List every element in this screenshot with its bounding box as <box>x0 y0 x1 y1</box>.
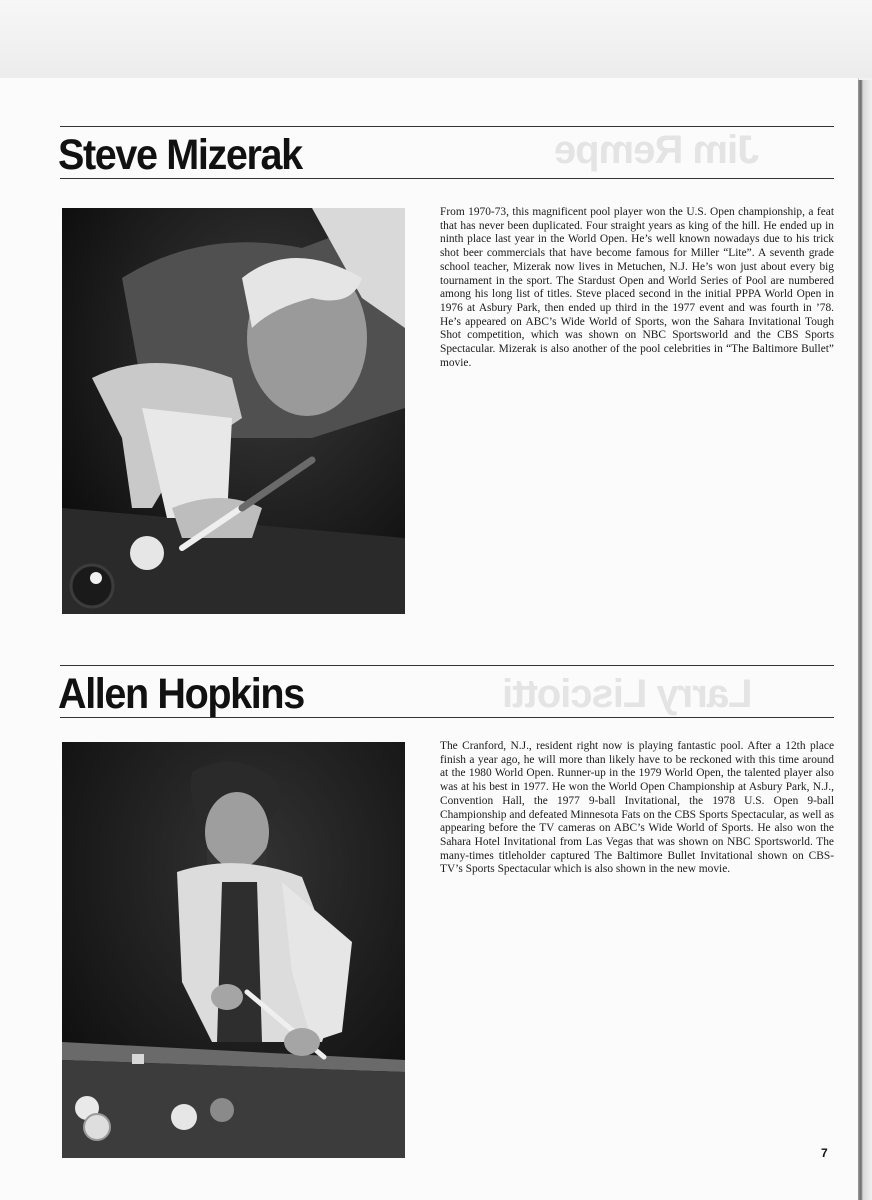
section-rule-top <box>60 126 834 127</box>
profile-bio: From 1970-73, this magnificent pool player won the U.S. Open championship, a feat that has never been duplicated. Four straight years as king of the hill. He ended up in ninth place last year in the World Open. He’s well known nowadays due to his trick shot beer commercials that have become famous for Miller “Lite”. A seventh grade school teacher, Mizerak now lives in Metuchen, N.J. He’s won just about every big tournament in the sport. The Stardust Open and World Series of Pool are numbered among his long list of titles. Steve placed second in the initial PPPA World Open in 1976 at Asbury Park, then ended up third in the 1977 event and was fourth in ’78. He’s appeared on ABC’s Wide World of Sports, won the Sahara Invitational Tough Shot competition, which was shown on NBC Sportsworld and the CBS Sports Spectacular. Mizerak is also another of the pool celebrities in “The Baltimore Bullet” movie. <box>440 206 834 369</box>
section-rule-bottom <box>60 717 834 718</box>
player-shooting-photo <box>62 208 405 614</box>
bleed-through-heading: Jim Rempe <box>555 128 760 172</box>
page-edge-shadow <box>858 80 872 1200</box>
section-rule-top <box>60 665 834 666</box>
section-rule-bottom <box>60 178 834 179</box>
profile-name: Allen Hopkins <box>58 670 304 718</box>
scan-background-top <box>0 0 872 78</box>
page-number: 7 <box>821 1146 828 1160</box>
profile-bio: The Cranford, N.J., resident right now is playing fantastic pool. After a 12th place finish a year ago, he will more than likely have to be reckoned with this time around at the 1980 World Open. Runner-up in the 1979 World Open, the talented player also was at his best in 1977. He won the World Open Championship at Asbury Park, N.J., Convention Hall, the 1977 9-ball Invitational, the 1978 U.S. Open 9-ball Championship and defeated Minnesota Fats on the CBS Sports Spectacular, as well as appearing before the TV cameras on ABC’s Wide World of Sports. He also won the Sahara Hotel Invitational from Las Vegas that was shown on NBC Sportsworld. The many-times titleholder captured The Baltimore Bullet Invitational shown on CBS-TV’s Sports Spectacular which is also shown in the new movie. <box>440 740 834 876</box>
profile-photo <box>62 742 405 1158</box>
player-aiming-photo <box>62 742 405 1158</box>
profile-photo <box>62 208 405 614</box>
bleed-through-heading: Larry Lisciotti <box>503 672 753 716</box>
profile-name: Steve Mizerak <box>58 131 302 179</box>
